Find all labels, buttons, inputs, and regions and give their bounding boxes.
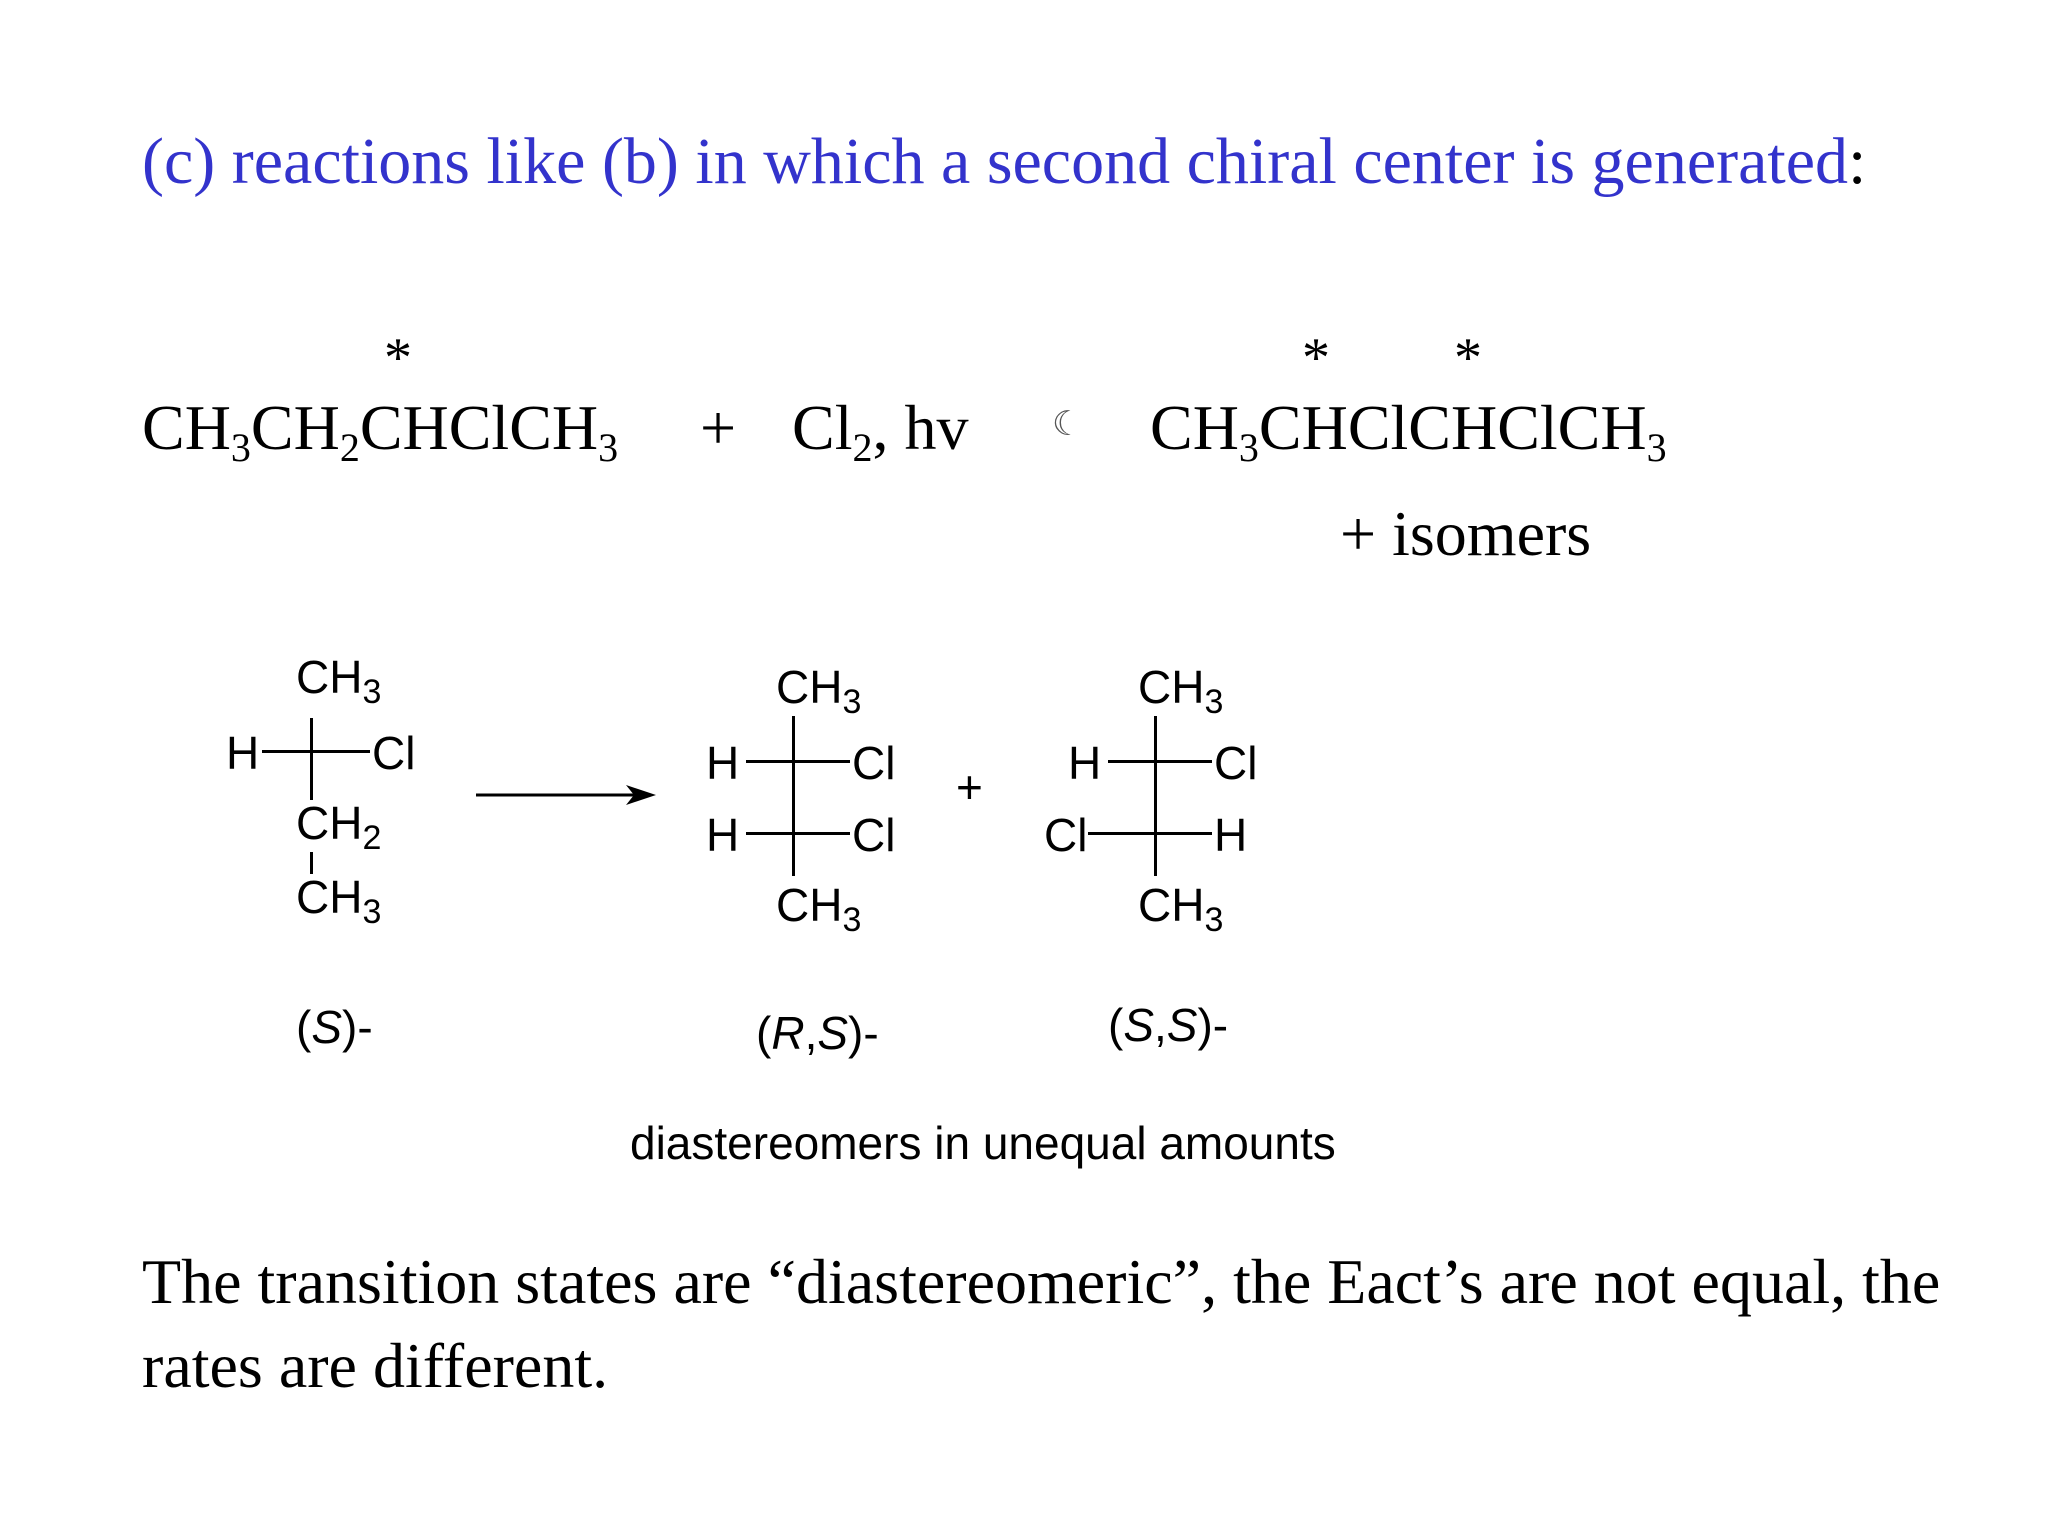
p2-right-1: Cl	[1214, 737, 1258, 789]
start-vertical-bond	[310, 718, 313, 800]
start-bottom-group: $CH_3$	[296, 871, 382, 931]
reaction-arrow	[474, 780, 658, 810]
p2-vertical-bond	[1154, 716, 1157, 876]
p1-left-1: H	[706, 737, 740, 789]
start-mid-group: $CH_2$	[296, 797, 382, 857]
heading-colon: :	[1848, 125, 1867, 198]
p2-right-2: H	[1214, 809, 1248, 861]
start-configuration: (S)-	[296, 1001, 373, 1053]
diastereomers-note: diastereomers in unequal amounts	[630, 1117, 1336, 1169]
p1-horizontal-bond-2	[746, 832, 850, 835]
reagent-formula: $Cl_2$, hv	[792, 392, 969, 470]
start-right-cl: Cl	[372, 727, 416, 779]
p2-horizontal-bond-1	[1108, 760, 1212, 763]
crescent-moon-icon: ☾	[1052, 404, 1083, 444]
slide-heading	[142, 118, 1942, 206]
heading-text: (c) reactions like (b) in which a second chiral center is generated	[142, 125, 1849, 198]
equation-plus: +	[700, 392, 737, 463]
start-horizontal-bond	[262, 750, 370, 753]
plus-isomers: + isomers	[1340, 498, 1592, 569]
product-formula: $CH_3CHClCHClCH_3$	[1150, 392, 1667, 470]
p1-right-2: Cl	[852, 809, 896, 861]
p1-top-group: $CH_3$	[776, 661, 862, 721]
p2-left-2: Cl	[1044, 809, 1088, 861]
p1-horizontal-bond-1	[746, 760, 850, 763]
p2-horizontal-bond-2	[1088, 832, 1212, 835]
p1-bottom-group: $CH_3$	[776, 879, 862, 939]
start-left-h: H	[226, 727, 260, 779]
conclusion-text: The transition states are “diastereomeric”, the Eact’s are not equal, the rates are different.	[142, 1246, 1941, 1401]
p1-right-1: Cl	[852, 737, 896, 789]
products-plus: +	[956, 761, 983, 813]
p1-left-2: H	[706, 809, 740, 861]
p2-bottom-group: $CH_3$	[1138, 879, 1224, 939]
reactant-formula: $CH_3CH_2CHClCH_3$	[142, 392, 619, 470]
chiral-star-product-2: *	[1454, 327, 1482, 389]
p2-top-group: $CH_3$	[1138, 661, 1224, 721]
p1-configuration: (R,S)-	[756, 1007, 879, 1059]
start-top-group: $CH_3$	[296, 651, 382, 711]
p2-configuration: (S,S)-	[1108, 999, 1229, 1051]
chiral-star-reactant: *	[384, 327, 412, 389]
chiral-star-product-1: *	[1302, 327, 1330, 389]
p2-left-1: H	[1068, 737, 1102, 789]
p1-vertical-bond	[792, 716, 795, 876]
